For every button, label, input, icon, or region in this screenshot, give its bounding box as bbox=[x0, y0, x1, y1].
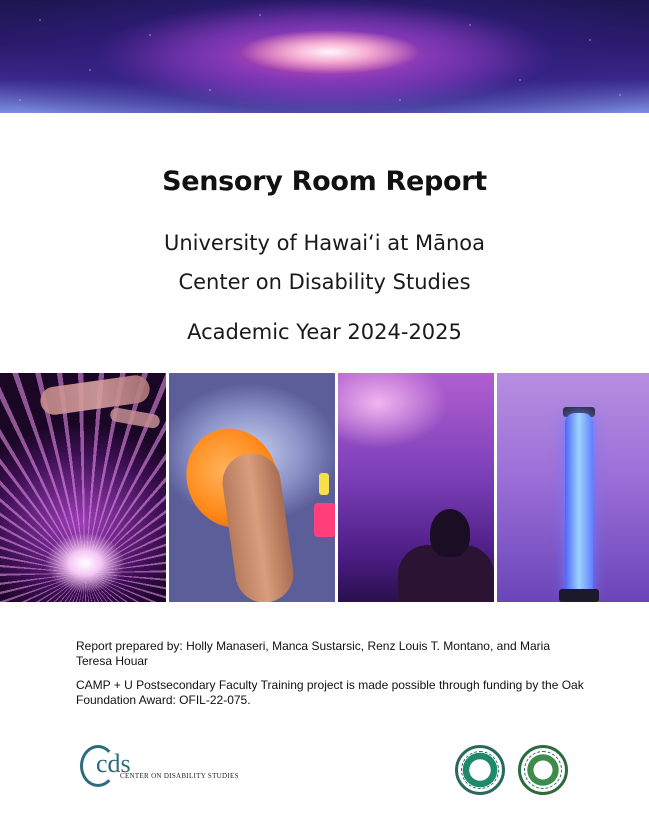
bubble-tube-photo bbox=[497, 373, 649, 602]
academic-year: Academic Year 2024-2025 bbox=[187, 320, 462, 344]
credits-section bbox=[76, 639, 586, 717]
prepared-by-text: Report prepared by: Holly Manaseri, Manca Sustarsic, Renz Louis T. Montano, and Maria Teresa Houar bbox=[76, 639, 551, 668]
funding-text: CAMP + U Postsecondary Faculty Training project is made possible through funding by the Oak Foundation Award: OFIL-22-075. bbox=[76, 678, 584, 707]
page-title: Sensory Room Report bbox=[162, 166, 487, 197]
cds-logo bbox=[80, 745, 239, 785]
photo-strip bbox=[0, 373, 649, 602]
center-name: Center on Disability Studies bbox=[178, 270, 471, 294]
galaxy-banner bbox=[0, 0, 649, 113]
person-silhouette bbox=[430, 509, 470, 557]
cds-name-text: CENTER ON DISABILITY STUDIES bbox=[120, 772, 239, 780]
university-seal bbox=[518, 745, 568, 795]
bubble-tube bbox=[565, 413, 593, 598]
projection-room-photo bbox=[338, 373, 494, 602]
gel-ball-photo bbox=[169, 373, 335, 602]
seal-ring bbox=[461, 751, 499, 789]
cds-mark-text: cds bbox=[96, 749, 131, 778]
hand-shape bbox=[219, 450, 297, 602]
tube-base bbox=[559, 589, 599, 602]
institution-name: University of Hawaiʻi at Mānoa bbox=[163, 231, 486, 255]
seal-ring bbox=[524, 751, 562, 789]
marker-shape bbox=[314, 503, 335, 537]
college-of-education-seal bbox=[455, 745, 505, 795]
fiber-optic-photo bbox=[0, 373, 166, 602]
hand-shape bbox=[109, 407, 161, 429]
marker-shape bbox=[319, 473, 329, 495]
